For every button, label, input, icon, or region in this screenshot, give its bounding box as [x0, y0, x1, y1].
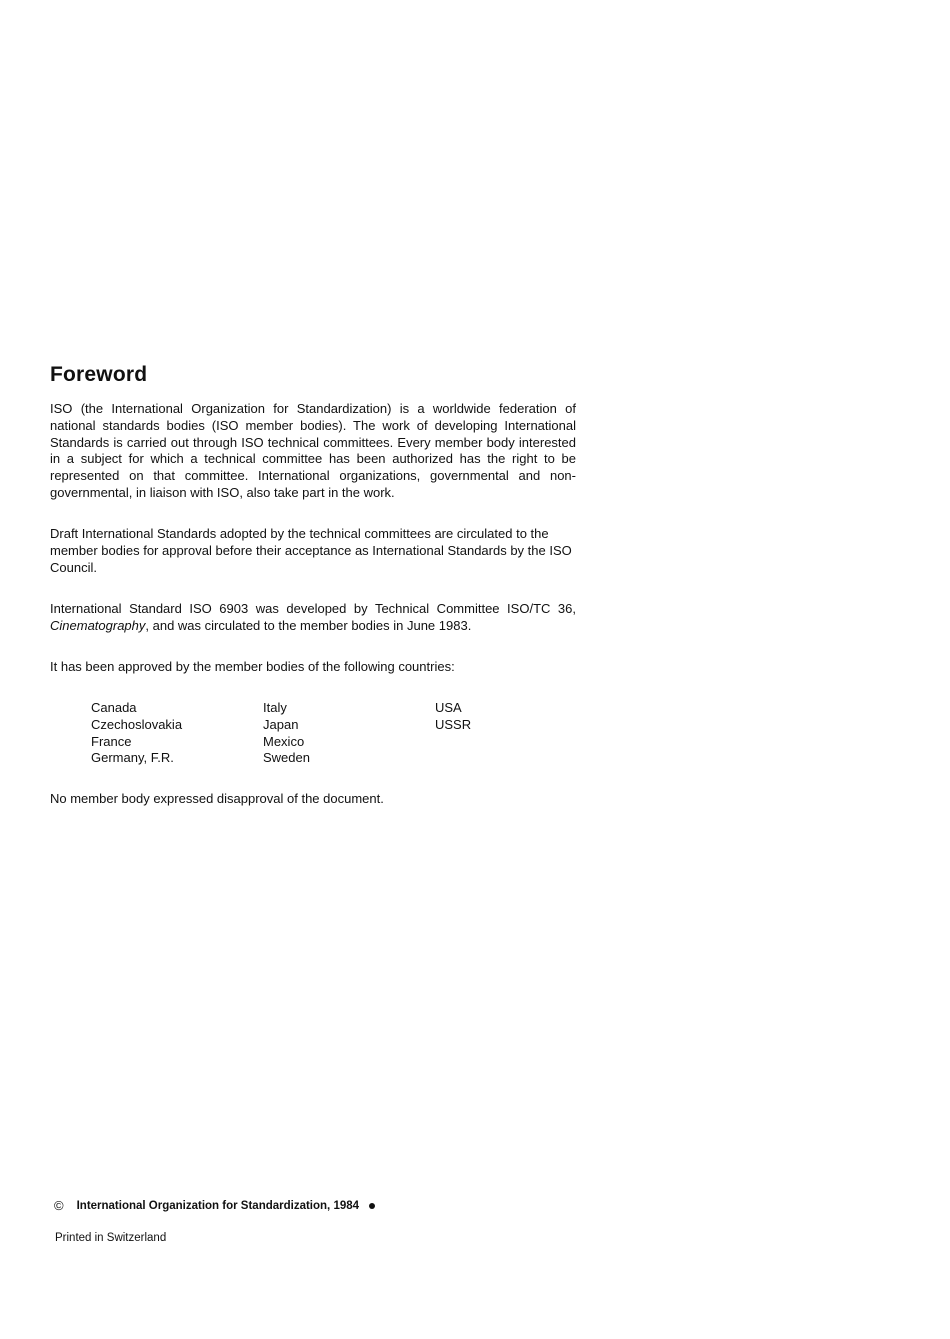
paragraph-3-text-end: , and was circulated to the member bodies in June 1983.	[145, 617, 472, 633]
printed-in: Printed in Switzerland	[55, 1232, 167, 1244]
copyright-icon: ©	[54, 1198, 64, 1213]
foreword-paragraph-1: ISO (the International Organization for Standardization) is a worldwide federation of national standards bodies (ISO member bodies). The work of developing International Standards is carried out through ISO technical committees. Every member body interested in a subject for which a technical committee has been authorized has the right to be represented on that committee. International organizations, governmental and non-governmental, in liaison with ISO, also take part in the work.	[50, 401, 576, 500]
country-item: USSR	[435, 716, 472, 732]
country-list	[91, 700, 535, 767]
foreword-paragraph-3	[50, 601, 576, 635]
country-item: France	[91, 733, 132, 749]
page-title: Foreword	[50, 363, 148, 386]
bullet-icon	[369, 1203, 375, 1209]
country-item: Japan	[263, 716, 299, 732]
country-item: Mexico	[263, 733, 305, 749]
country-item: Canada	[91, 700, 137, 715]
country-column-3	[435, 700, 535, 767]
country-item: Sweden	[263, 750, 310, 766]
copyright-line	[54, 1198, 375, 1214]
committee-title-italic: Cinematography	[50, 617, 146, 633]
foreword-paragraph-2: Draft International Standards adopted by the technical committees are circulated to the member bodies for approval before their acceptance as International Standards by the ISO Council.	[50, 526, 572, 575]
disapproval-note: No member body expressed disapproval of the document.	[50, 791, 384, 806]
country-item: Italy	[263, 700, 287, 715]
approval-intro: It has been approved by the member bodies of the following countries:	[50, 659, 455, 674]
country-column-2	[263, 700, 435, 767]
country-column-1	[91, 700, 263, 767]
country-item: Czechoslovakia	[91, 716, 183, 732]
country-item: USA	[435, 700, 462, 715]
country-item: Germany, F.R.	[91, 750, 174, 766]
copyright-text: International Organization for Standardization, 1984	[76, 1200, 360, 1212]
paragraph-3-text-start: International Standard ISO 6903 was developed by Technical Committee ISO/TC 36,	[50, 601, 576, 616]
